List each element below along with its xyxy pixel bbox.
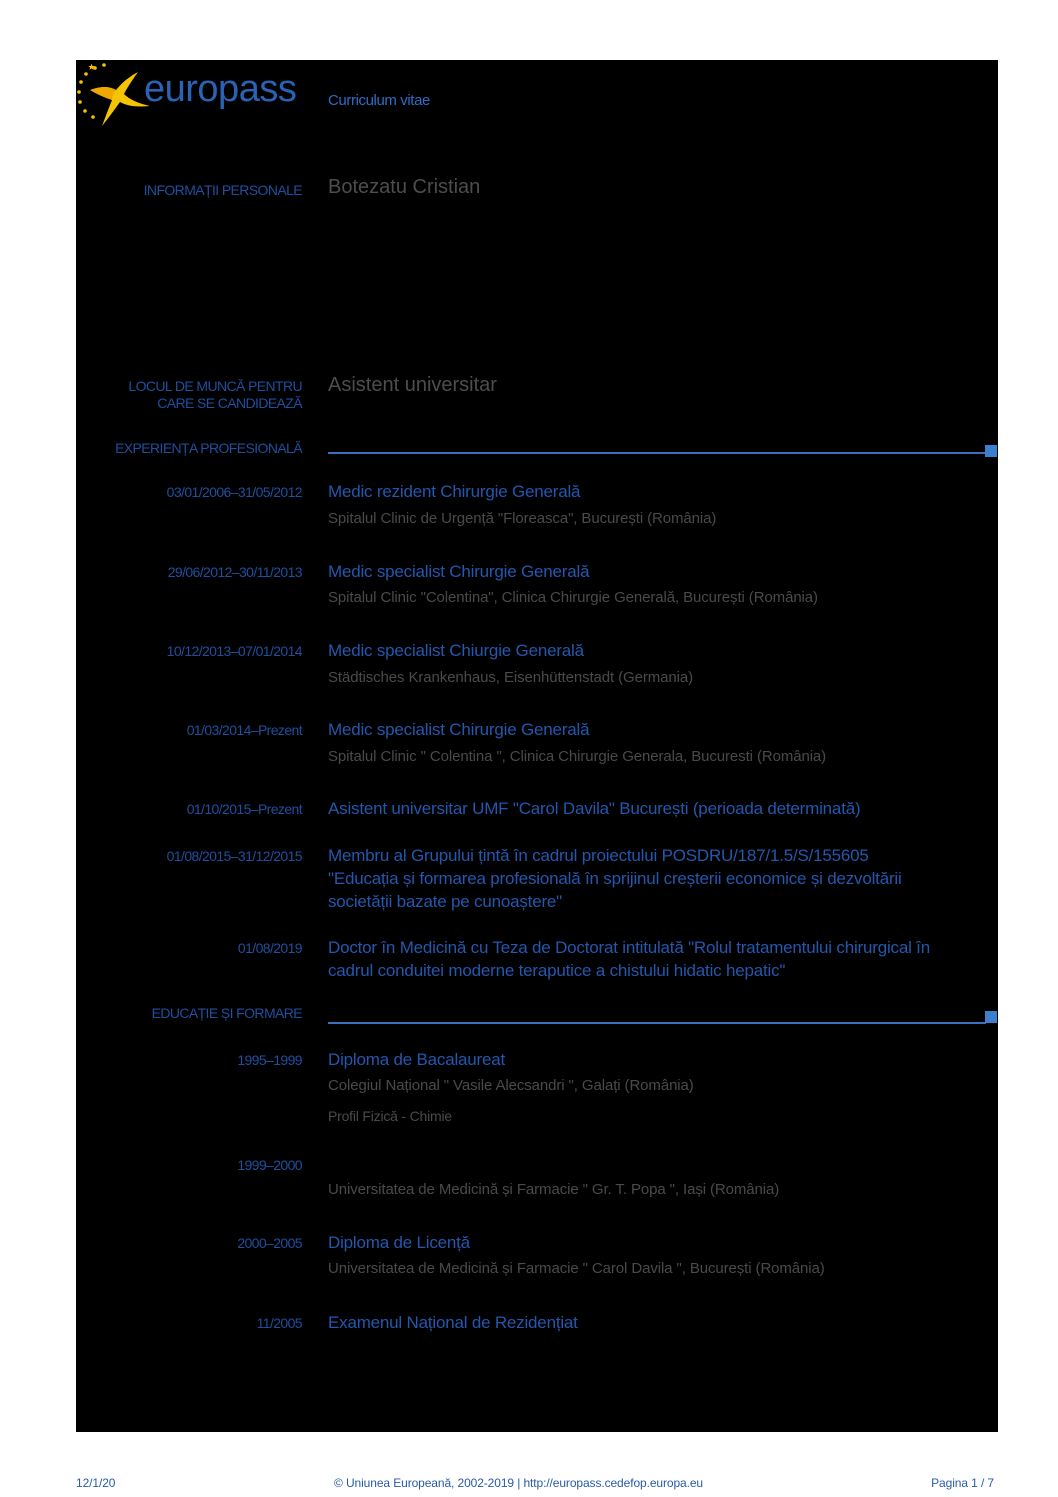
experience-employer: Spitalul Clinic " Colentina ", Clinica Chirurgie Generala, Bucuresti (România)	[328, 748, 827, 765]
experience-date: 10/12/2013–07/01/2014	[166, 643, 302, 659]
experience-title: Medic specialist Chiurgie Generală	[328, 641, 584, 660]
experience-divider-marker	[985, 445, 997, 457]
education-date: 1999–2000	[237, 1157, 302, 1173]
education-divider-marker	[985, 1011, 997, 1023]
experience-date: 29/06/2012–30/11/2013	[167, 564, 302, 580]
education-title: Diploma de Bacalaureat	[328, 1050, 506, 1069]
experience-date: 01/08/2015–31/12/2015	[166, 848, 302, 864]
experience-title: Asistent universitar UMF "Carol Davila" București (perioada determinată)	[328, 799, 861, 818]
education-title: Examenul Național de Rezidențiat	[328, 1313, 578, 1332]
job-label-line1: LOCUL DE MUNCĂ PENTRU	[128, 378, 302, 394]
person-name: Botezatu Cristian	[328, 176, 481, 198]
experience-title-line: "Educația și formarea profesională în sprijinul creșterii economice și dezvoltării	[328, 869, 902, 888]
education-date: 2000–2005	[237, 1235, 302, 1251]
experience-title-line: Doctor în Medicină cu Teza de Doctorat intitulată "Rolul tratamentului chirurgical în	[328, 938, 930, 957]
document-type: Curriculum vitae	[328, 92, 430, 109]
education-date: 11/2005	[256, 1315, 302, 1331]
experience-title-line: cadrul conduitei moderne teraputice a chistului hidatic hepatic"	[328, 961, 786, 980]
experience-title: Medic rezident Chirurgie Generală	[328, 482, 581, 501]
education-divider	[328, 1022, 986, 1024]
experience-date: 03/01/2006–31/05/2012	[166, 484, 302, 500]
experience-title: Medic specialist Chirurgie Generală	[328, 720, 590, 739]
footer-page-number: Pagina 1 / 7	[931, 1476, 994, 1490]
education-institution: Universitatea de Medicină și Farmacie " Carol Davila ", București (România)	[328, 1260, 825, 1277]
experience-divider	[328, 452, 986, 454]
job-value: Asistent universitar	[328, 374, 497, 396]
education-label: EDUCAȚIE ȘI FORMARE	[151, 1005, 302, 1021]
experience-label: EXPERIENȚA PROFESIONALĂ	[115, 440, 302, 456]
education-note: Profil Fizică - Chimie	[328, 1108, 452, 1124]
education-title: Diploma de Licență	[328, 1233, 470, 1252]
education-date: 1995–1999	[237, 1052, 302, 1068]
job-label-line2: CARE SE CANDIDEAZĂ	[157, 395, 302, 411]
experience-date: 01/10/2015–Prezent	[186, 801, 302, 817]
experience-title	[328, 844, 902, 913]
experience-date: 01/08/2019	[237, 940, 302, 956]
personal-info-label: INFORMAȚII PERSONALE	[143, 182, 302, 198]
experience-title	[328, 936, 930, 982]
footer-date: 12/1/20	[76, 1476, 116, 1490]
footer-copyright: © Uniunea Europeană, 2002-2019 | http://europass.cedefop.europa.eu	[334, 1476, 703, 1490]
education-institution: Colegiul Național " Vasile Alecsandri ", Galați (România)	[328, 1077, 694, 1094]
experience-employer: Spitalul Clinic de Urgență "Floreasca", București (România)	[328, 510, 717, 527]
europass-logo-text: europass	[144, 68, 297, 110]
education-institution: Universitatea de Medicină și Farmacie " Gr. T. Popa ", Iași (România)	[328, 1181, 780, 1198]
experience-title-line: Membru al Grupului țintă în cadrul proiectului POSDRU/187/1.5/S/155605	[328, 846, 869, 865]
experience-employer: Spitalul Clinic "Colentina", Clinica Chirurgie Generală, București (România)	[328, 589, 818, 606]
experience-date: 01/03/2014–Prezent	[186, 722, 302, 738]
experience-title-line: societății bazate pe cunoaștere"	[328, 892, 563, 911]
cv-page	[76, 60, 998, 1490]
experience-employer: Städtisches Krankenhaus, Eisenhüttenstadt (Germania)	[328, 669, 694, 686]
experience-title: Medic specialist Chirurgie Generală	[328, 562, 590, 581]
job-label	[76, 378, 302, 412]
